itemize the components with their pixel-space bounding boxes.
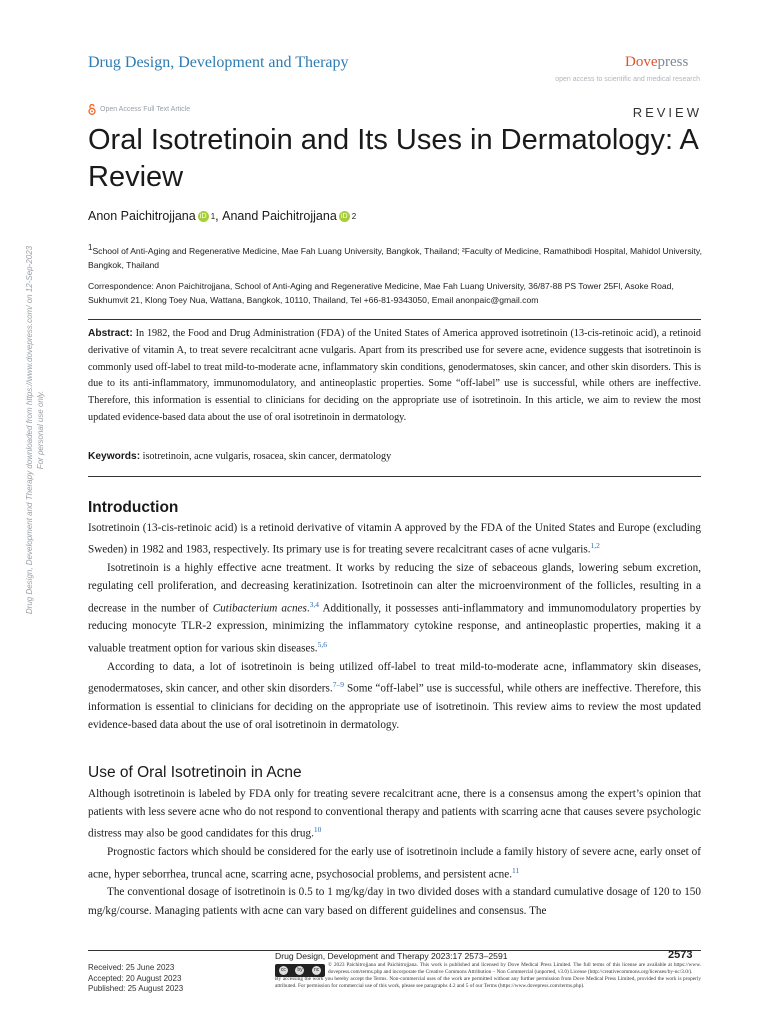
noncommercial-icon: nc xyxy=(314,967,320,973)
author-affiliation-sup: 1 xyxy=(210,211,216,221)
paragraph-text: Isotretinoin (13-cis-retinoic acid) is a retinoid derivative of vitamin A approved by the FDA of the United States and Europe (excluding Sweden) in 1982 and 1983, respectively. Its primary use is for treating severe recalcitrant cases of acne vulgaris. xyxy=(88,522,701,556)
paragraph-text: Isotretinoin is a highly effective acne treatment. It works by reducing the size of sebaceous glands, lowering sebum excretion, regulating cell proliferation, and decreasing keratinization. Isotretinoin can alter the microenvironment of the follicles, resulting in a decrease in the number of xyxy=(88,562,701,615)
affiliation-sup: 1 xyxy=(88,243,93,252)
keywords-text: isotretinoin, acne vulgaris, rosacea, skin cancer, dermatology xyxy=(142,451,392,462)
paragraph-text: Additionally, it possesses anti-inflammatory and immunomodulatory properties by reducing monocyte TLR-2 expression, minimizing the inflammatory cytokine response, and antineoplastic properties, making it a valuable treatment option for various skin diseases. xyxy=(88,602,701,655)
license-terms: By accessing the work you hereby accept the Terms. Non-commercial uses of the work are permitted without any further permission from Dove Medical Press Limited, provided the work is properly attributed. For permission for commercial use of this work, please see paragraphs 4.2 and 5 of our Terms (https://www.dovepress.com/terms.php). xyxy=(275,976,701,990)
orcid-icon[interactable]: iD xyxy=(339,211,350,222)
paragraph xyxy=(88,519,701,559)
citation-ref[interactable]: 7–9 xyxy=(332,679,344,689)
author-name[interactable]: Anon Paichitrojjana xyxy=(88,209,196,223)
species-name: Cutibacterium acnes xyxy=(212,602,307,615)
author-affiliation-sup: 2 xyxy=(351,211,357,221)
paragraph xyxy=(88,843,701,883)
divider xyxy=(88,476,701,477)
abstract-label: Abstract: xyxy=(88,328,133,339)
paragraph xyxy=(88,658,701,735)
license-text: © 2023 Paichitrojjana and Paichitrojjana. This work is published and licensed by Dove Medical Press Limited. The full terms of this license are available at https://www. dovepress.com/terms.php and incorporate the Creative Commons Attribution – Non Commercial (unported, v3.0) License (http://creativecommons.org/licenses/by-nc/3.0/). xyxy=(328,962,701,976)
paragraph-text: According to data, a lot of isotretinoin is being utilized off-label to treat mild-to-moderate acne, inflammatory skin diseases, genodermatoses, skin cancer, and other skin disorders. xyxy=(88,660,701,695)
open-access-text: Open Access Full Text Article xyxy=(100,106,191,113)
author-list xyxy=(88,209,356,223)
download-notice-line: For personal use only. xyxy=(36,390,45,470)
citation-ref[interactable]: 3,4 xyxy=(309,599,320,609)
section-heading-introduction: Introduction xyxy=(88,499,179,516)
section-heading-acne: Use of Oral Isotretinoin in Acne xyxy=(88,764,302,781)
publisher-logo-suffix: press xyxy=(657,54,689,70)
abstract-text: In 1982, the Food and Drug Administration (FDA) of the United States of America approved isotretinoin (13-cis-retinoic acid), a retinoid derivative of vitamin A, to treat severe recalcitrant acne vulgaris. Apart from its prescribed use for severe acne, evidence suggests that isotretinoin is commonly used off-label to treat mild-to-moderate acne, inflammatory skin conditions, genodermatoses, skin cancer, and other skin disorders. This is due to its anti-inflammatory, immunomodulatory, and antineoplastic properties. Some “off-label” use is successful, while others are ineffective. Therefore, this information is essential to clinicians for deciding on the appropriate use of isotretinoin. In this article, we aim to review the most updated evidence-based data about the use of oral isotretinoin in dermatology. xyxy=(88,328,702,423)
author-separator: , xyxy=(215,209,223,223)
acne-body xyxy=(88,785,701,920)
footer-citation[interactable]: Drug Design, Development and Therapy 2023:17 2573–2591 xyxy=(275,951,508,961)
download-notice xyxy=(24,200,64,660)
paragraph xyxy=(88,785,701,843)
open-access-icon xyxy=(88,104,96,115)
published-date: Published: 25 August 2023 xyxy=(88,984,184,993)
citation-ref[interactable]: 11 xyxy=(512,865,520,875)
introduction-body xyxy=(88,519,701,734)
page-number: 2573 xyxy=(668,949,693,961)
paragraph-text: Some “off-label” use is successful, while others are ineffective. Therefore, this information is essential to clinicians for deciding on the appropriate use of isotretinoin. This review aims to review the most updated evidence-based data about the use of oral isotretinoin in dermatology. xyxy=(88,682,701,731)
paragraph: The conventional dosage of isotretinoin is 0.5 to 1 mg/kg/day in two divided doses with a standard cumulative dosage of 120 to 150 mg/kg/course. Managing patients with acne can vary based on different guidelines and consensus. The xyxy=(88,886,701,917)
author-name[interactable]: Anand Paichitrojjana xyxy=(222,209,337,223)
affiliations-text: School of Anti-Aging and Regenerative Medicine, Mae Fah Luang University, Bangkok, Thailand; ²Faculty of Medicine, Ramathibodi Hospital, Mahidol University, Bangkok, Thailand xyxy=(88,245,702,270)
orcid-icon[interactable]: iD xyxy=(198,211,209,222)
attribution-icon: by xyxy=(297,967,303,973)
publisher-tagline: open access to scientific and medical research xyxy=(555,76,700,83)
citation-ref[interactable]: 10 xyxy=(313,825,322,835)
accepted-date: Accepted: 20 August 2023 xyxy=(88,973,182,983)
keywords-label: Keywords: xyxy=(88,451,141,462)
received-date: Received: 25 June 2023 xyxy=(88,963,175,972)
paragraph-text: Prognostic factors which should be considered for the early use of isotretinoin include a family history of severe acne, early onset of acne, hyper seborrhea, truncal acne, scarring acne, psychosocial problems, and persistent acne. xyxy=(88,846,701,881)
citation-ref[interactable]: 5,6 xyxy=(317,639,327,649)
download-notice-line: Drug Design, Development and Therapy downloaded from https://www.dovepress.com/ on 12-Sep-2023 xyxy=(25,245,34,615)
cc-icon: cc xyxy=(280,967,286,973)
journal-name[interactable]: Drug Design, Development and Therapy xyxy=(88,54,349,71)
paragraph-text: Although isotretinoin is labeled by FDA only for treating severe recalcitrant acne, there is a consensus among the expert’s opinion that patients with less severe acne who do not respond to conventional therapy and patients with scarring acne that causes severe psychologic distress may also be good candidates for this drug. xyxy=(88,788,701,841)
affiliations xyxy=(88,241,703,272)
publisher-logo[interactable] xyxy=(625,54,688,71)
divider xyxy=(88,319,701,320)
publisher-logo-main: Dove xyxy=(625,54,658,70)
publication-dates xyxy=(88,963,183,995)
citation-ref[interactable]: 1,2 xyxy=(590,541,600,551)
open-access-label xyxy=(88,104,190,115)
keywords xyxy=(88,449,701,465)
abstract xyxy=(88,326,701,427)
article-type: REVIEW xyxy=(632,105,702,120)
paragraph: Isotretinoin is a highly effective acne treatment. It works by reducing the size of sebaceous glands, lowering sebum excretion, regulating cell proliferation, and decreasing keratinization. Isotretinoin can alter the microenvironment of the follicles, resulting in a decrease in the number of Cutibacterium acnes.$^{3,4}$ Additionally, it possesses anti-inflammatory and immunomodulatory properties by reducing monocyte TLR-2 expression, minimizing the inflammatory cytokine response, and antineoplastic properties, making it a valuable treatment option for various skin diseases.$^{5,6}$ xyxy=(88,562,701,655)
article-title: Oral Isotretinoin and Its Uses in Dermatology: A Review xyxy=(88,124,698,193)
correspondence: Correspondence: Anon Paichitrojjana, School of Anti-Aging and Regenerative Medicine, Mae Fah Luang University, 36/87-88 PS Tower 25Fl, Asoke Road, Sukhumvit 21, Klong Toey Nua, Wattana, Bangkok, 10110, Thailand, Tel +66-81-9343050, Email anonpaic@gmail.com xyxy=(88,281,674,305)
